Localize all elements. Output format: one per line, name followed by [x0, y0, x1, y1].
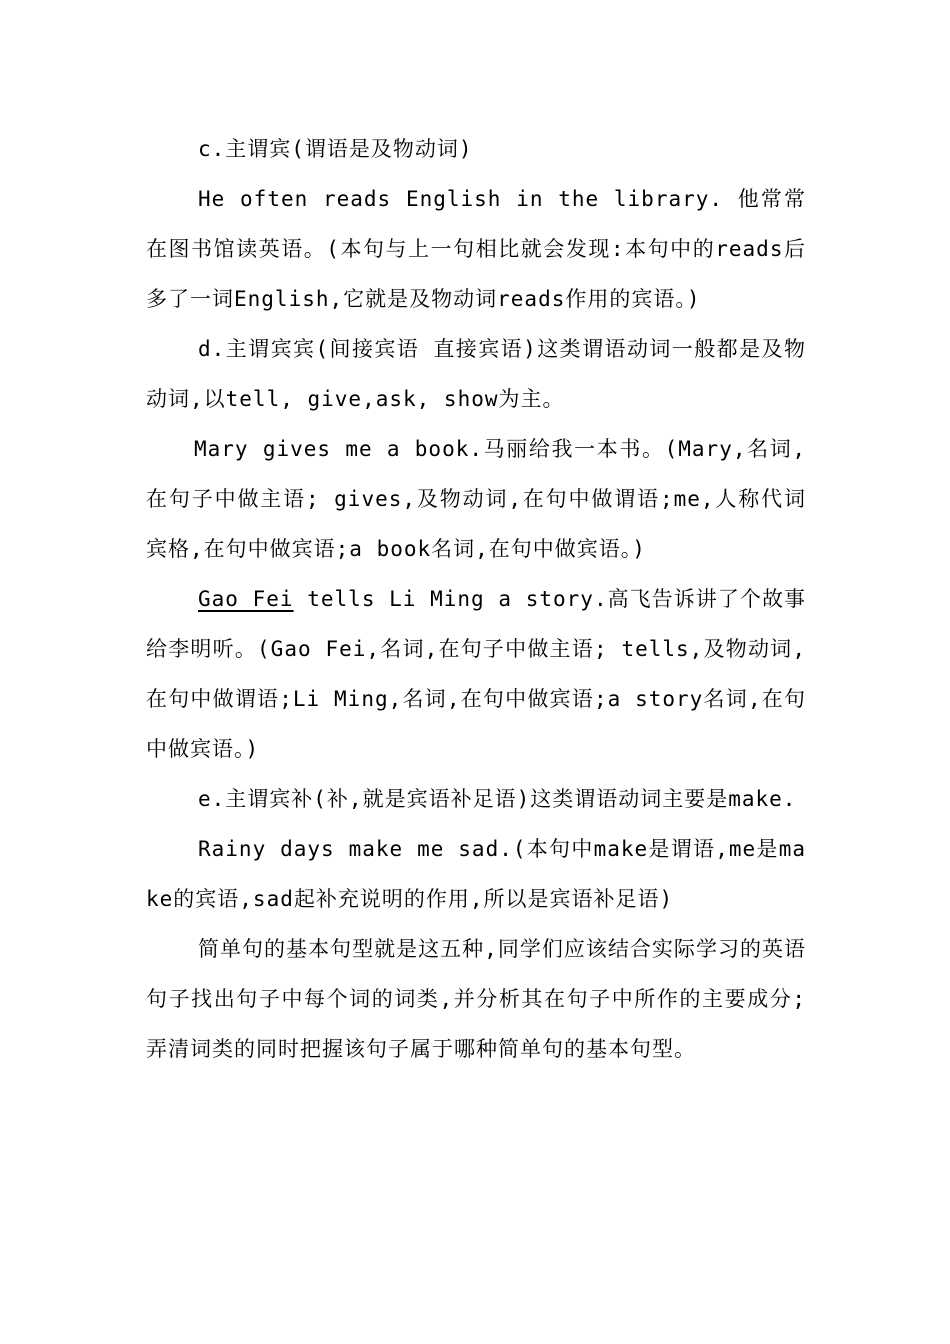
paragraph-example-mary: Mary gives me a book.马丽给我一本书。(Mary,名词,在句子中做主语; gives,及物动词,在句中做谓语;me,人称代词宾格,在句中做宾语;a book名词,在句中做宾语。) — [146, 437, 806, 561]
paragraph-summary: 简单句的基本句型就是这五种,同学们应该结合实际学习的英语句子找出句子中每个词的词类,并分析其在句子中所作的主要成分;弄清词类的同时把握该句子属于哪种简单句的基本句型。 — [146, 937, 806, 1061]
paragraph-example-gao-fei-rest: tells Li Ming a story.高飞告诉讲了个故事给李明听。(Gao Fei,名词,在句子中做主语; tells,及物动词,在句中做谓语;Li Ming,名词,在句中做宾语;a story名词,在句中做宾语。) — [146, 587, 806, 761]
document-page — [146, 124, 806, 1074]
paragraph-pattern-d: d.主谓宾宾(间接宾语 直接宾语)这类谓语动词一般都是及物动词,以tell, give,ask, show为主。 — [146, 337, 806, 411]
paragraph-pattern-c: c.主谓宾(谓语是及物动词) — [198, 137, 473, 161]
paragraph-example-gao-fei — [146, 574, 806, 774]
paragraph-example-rainy: Rainy days make me sad.(本句中make是谓语,me是make的宾语,sad起补充说明的作用,所以是宾语补足语) — [146, 837, 806, 911]
paragraph-pattern-e: e.主谓宾补(补,就是宾语补足语)这类谓语动词主要是make. — [198, 787, 797, 811]
paragraph-example-reads: He often reads English in the library. 他常常在图书馆读英语。(本句与上一句相比就会发现:本句中的reads后多了一词English,它就是及物动词reads作用的宾语。) — [146, 187, 806, 311]
underlined-subject: Gao Fei — [198, 587, 294, 611]
